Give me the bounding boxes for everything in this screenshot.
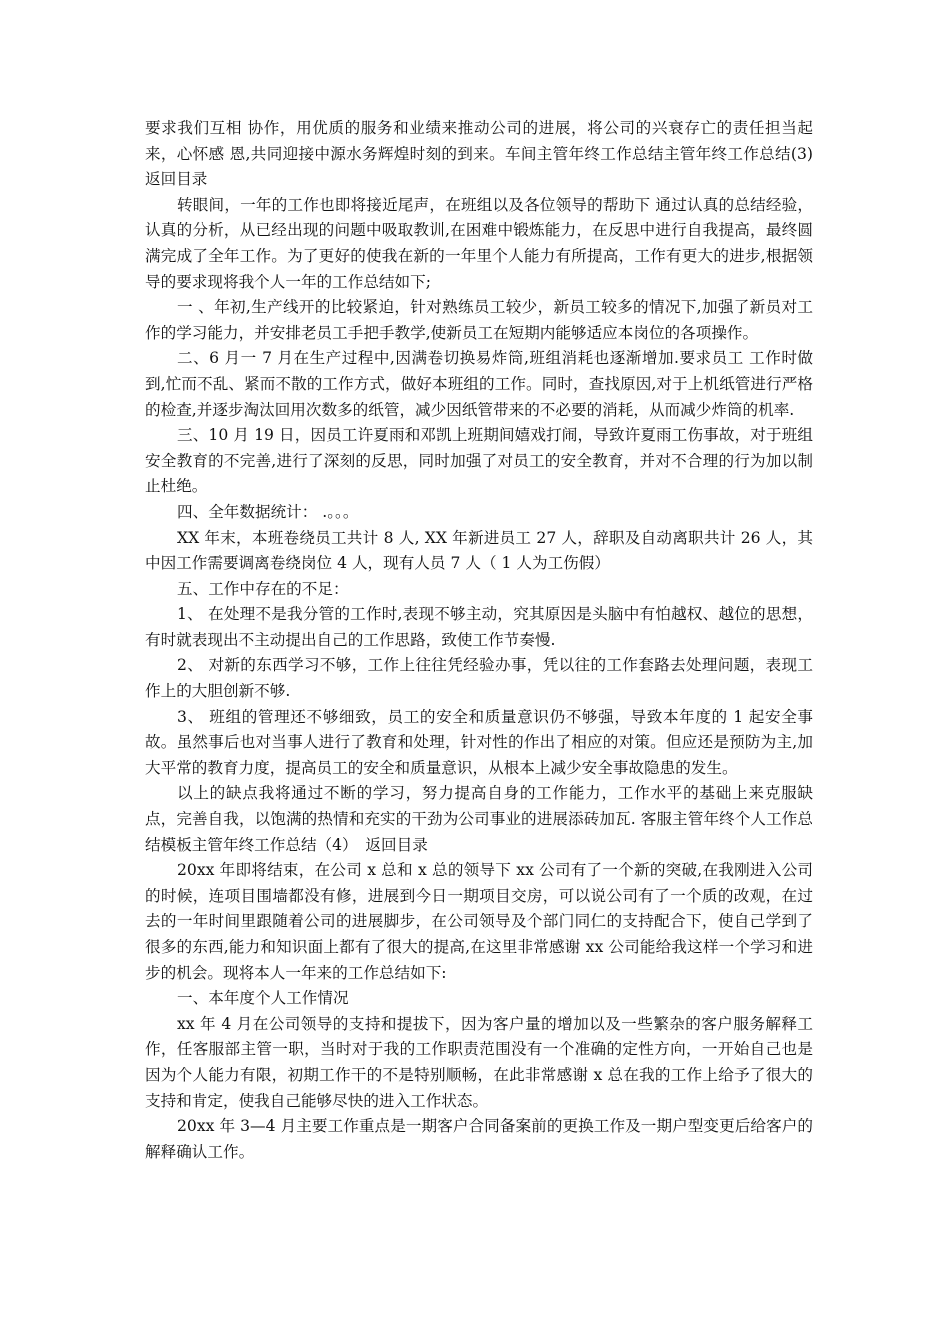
paragraph-statistics: XX 年末，本班卷绕员工共计 8 人, XX 年新进员工 27 人，辞职及自动离职共计 26 人，其中因工作需要调离卷绕岗位 4 人，现有人员 7 人（ 1 人为工伤假） <box>145 528 813 573</box>
paragraph-shortcoming-3: 3、 班组的管理还不够细致，员工的安全和质量意识仍不够强，导致本年度的 1 起安全事故。虽然事后也对当事人进行了教育和处理，针对性的作出了相应的对策。但应还是预防为主,加大平常的教育力度，提高员工的安全和质量意识，从根本上减少安全事故隐患的发生。 <box>145 707 813 777</box>
document-body <box>145 116 829 1165</box>
paragraph-item-1: 一 、年初,生产线开的比较紧迫，针对熟练员工较少，新员工较多的情况下,加强了新员对工作的学习能力，并安排老员工手把手教学,使新员工在短期内能够适应本岗位的各项操作。 <box>145 298 813 342</box>
paragraph-conclusion: 以上的缺点我将通过不断的学习，努力提高自身的工作能力，工作水平的基础上来克服缺点，完善自我，以饱满的热情和充实的干劲为公司事业的进展添砖加瓦. 客服主管年终个人工作总结模板主管年终工作总结（4） 返回目录 <box>145 784 813 854</box>
paragraph-work-focus: 20xx 年 3—4 月主要工作重点是一期客户合同备案前的更换工作及一期户型变更后给客户的解释确认工作。 <box>145 1117 813 1161</box>
paragraph-item-4-heading: 四、全年数据统计： .。。。 <box>177 502 359 521</box>
paragraph-shortcoming-2: 2、 对新的东西学习不够，工作上往往凭经验办事，凭以往的工作套路去处理问题，表现工作上的大胆创新不够. <box>145 656 813 701</box>
paragraph-shortcoming-1: 1、 在处理不是我分管的工作时,表现不够主动，究其原因是头脑中有怕越权、越位的思想，有时就表现出不主动提出自己的工作思路，致使工作节奏慢. <box>145 605 813 649</box>
paragraph-item-3: 三、10 月 19 日，因员工许夏雨和邓凯上班期间嬉戏打闹，导致许夏雨工伤事故，对于班组安全教育的不完善,进行了深刻的反思，同时加强了对员工的安全教育，并对不合理的行为加以制止杜绝。 <box>145 426 813 496</box>
paragraph-second-intro: 20xx 年即将结束，在公司 x 总和 x 总的领导下 xx 公司有了一个新的突破,在我刚进入公司的时候，连项目围墙都没有修，进展到今日一期项目交房，可以说公司有了一个质的改观，在过去的一年时间里跟随着公司的进展脚步，在公司领导及个部门同仁的支持配合下，使自己学到了很多的东西,能力和知识面上都有了很大的提高,在这里非常感谢 xx 公司能给我这样一个学习和进步的机会。现将本人一年来的工作总结如下: <box>145 861 813 982</box>
paragraph-intro: 转眼间，一年的工作也即将接近尾声，在班组以及各位领导的帮助下 通过认真的总结经验，认真的分析，从已经出现的问题中吸取教训,在困难中锻炼能力，在反思中进行自我提高，最终圆满完成了全年工作。为了更好的使我在新的一年里个人能力有所提高，工作有更大的进步,根据领导的要求现将我个人一年的工作总结如下; <box>145 195 813 291</box>
paragraph-item-5-heading: 五、工作中存在的不足： <box>177 579 349 598</box>
paragraph-section-heading: 一、本年度个人工作情况 <box>177 989 349 1008</box>
paragraph-work-situation: xx 年 4 月在公司领导的支持和提拔下，因为客户量的增加以及一些繁杂的客户服务解释工作，任客服部主管一职，当时对于我的工作职责范围没有一个准确的定性方向，一开始自己也是因为个人能力有限，初期工作干的不是特别顺畅，在此非常感谢 x 总在我的工作上给予了很大的支持和肯定，使我自己能够尽快的进入工作状态。 <box>145 1014 813 1110</box>
paragraph-item-2: 二、6 月一 7 月在生产过程中,因满卷切换易炸筒,班组消耗也逐渐增加.要求员工 工作时做到,忙而不乱、紧而不散的工作方式，做好本班组的工作。同时，查找原因,对于上机纸管进行严格的检查,并逐步淘汰回用次数多的纸管，减少因纸管带来的不必要的消耗，从而减少炸筒的机率. <box>145 349 813 419</box>
paragraph-continuation: 要求我们互相 协作，用优质的服务和业绩来推动公司的进展，将公司的兴衰存亡的责任担当起来，心怀感 恩,共同迎接中源水务辉煌时刻的到来。车间主管年终工作总结主管年终工作总结(3) 返回目录 <box>145 119 829 189</box>
